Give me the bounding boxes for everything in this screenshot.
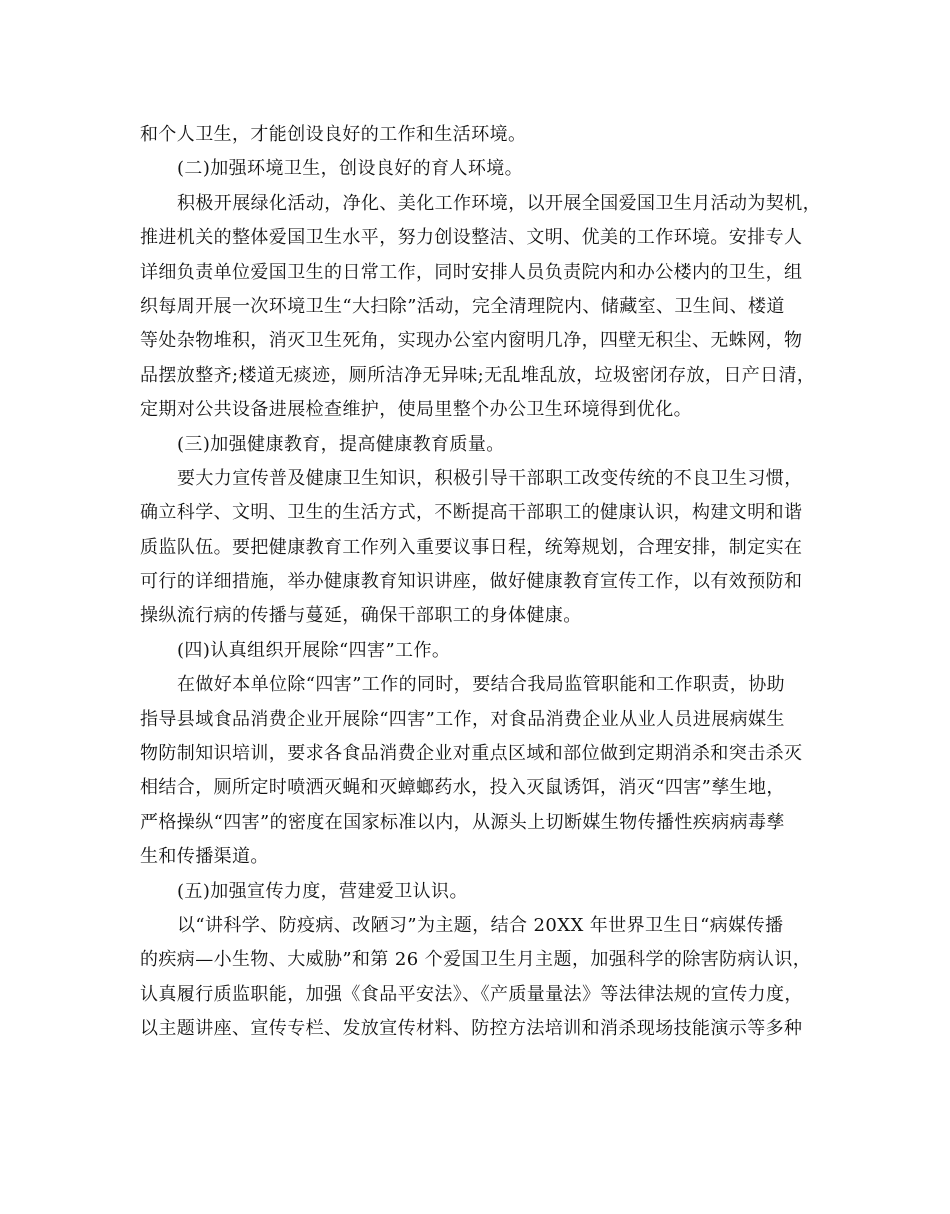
text-line: 相结合，厕所定时喷洒灭蝇和灭蟑螂药水，投入灭鼠诱饵，消灭“四害”孳生地， [140, 777, 785, 799]
document-body [140, 118, 830, 1047]
text-line: 确立科学、文明、卫生的生活方式，不断提高干部职工的健康认识，构建文明和谐 [140, 502, 803, 524]
text-line: 积极开展绿化活动，净化、美化工作环境，以开展全国爱国卫生月活动为契机， [177, 192, 821, 214]
text-line: 的疾病—小生物、大威胁”和第 26 个爱国卫生月主题，加强科学的除害防病认识， [140, 949, 812, 971]
text-line: 生和传播渠道。 [140, 846, 269, 868]
text-line: 等处杂物堆积，消灭卫生死角，实现办公室内窗明几净，四壁无积尘、无蛛网，物 [140, 330, 803, 352]
text-line: 在做好本单位除“四害”工作的同时，要结合我局监管职能和工作职责，协助 [177, 674, 786, 696]
text-line: 织每周开展一次环境卫生“大扫除”活动，完全清理院内、储藏室、卫生间、楼道 [140, 295, 785, 317]
text-line: 严格操纵“四害”的密度在国家标准以内，从源头上切断媒生物传播性疾病病毒孳 [140, 811, 785, 833]
text-line: 物防制知识培训，要求各食品消费企业对重点区域和部位做到定期消杀和突击杀灭 [140, 743, 803, 765]
text-line: 质监队伍。要把健康教育工作列入重要议事日程，统筹规划，合理安排，制定实在 [140, 536, 803, 558]
text-line: 以主题讲座、宣传专栏、发放宣传材料、防控方法培训和消杀现场技能演示等多种 [140, 1018, 803, 1040]
text-line: 认真履行质监职能，加强《食品平安法》、《产质量量法》等法律法规的宣传力度， [140, 983, 803, 1005]
text-line: 操纵流行病的传播与蔓延，确保干部职工的身体健康。 [140, 605, 582, 627]
text-line: 要大力宣传普及健康卫生知识，积极引导干部职工改变传统的不良卫生习惯， [177, 467, 803, 489]
text-line: 品摆放整齐;楼道无痰迹，厕所洁净无异味;无乱堆乱放，垃圾密闭存放，日产日清， [140, 364, 816, 386]
text-line: 可行的详细措施，举办健康教育知识讲座，做好健康教育宣传工作，以有效预防和 [140, 571, 803, 593]
section-heading-3: (三)加强健康教育，提高健康教育质量。 [177, 433, 505, 455]
text-line: 指导县域食品消费企业开展除“四害”工作，对食品消费企业从业人员进展病媒生 [140, 708, 785, 730]
text-line: 和个人卫生，才能创设良好的工作和生活环境。 [140, 124, 527, 145]
text-line: 推进机关的整体爱国卫生水平，努力创设整洁、文明、优美的工作环境。安排专人 [140, 227, 803, 249]
text-line: 详细负责单位爱国卫生的日常工作，同时安排人员负责院内和办公楼内的卫生，组 [140, 261, 803, 283]
text-line: 以“讲科学、防疫病、改陋习”为主题，结合 20XX 年世界卫生日“病媒传播 [177, 914, 784, 936]
section-heading-5: (五)加强宣传力度，营建爱卫认识。 [177, 880, 468, 902]
text-line: 定期对公共设备进展检查维护，使局里整个办公卫生环境得到优化。 [140, 399, 692, 421]
section-heading-2: (二)加强环境卫生，创设良好的育人环境。 [177, 158, 524, 180]
section-heading-4: (四)认真组织开展除“四害”工作。 [177, 639, 451, 661]
